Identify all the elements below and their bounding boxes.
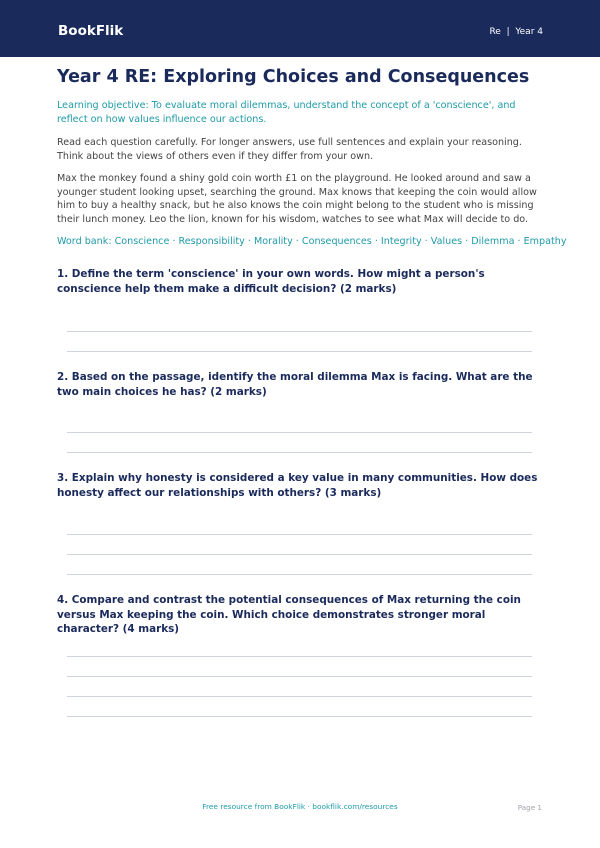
answer-line[interactable]	[67, 452, 532, 453]
header-meta	[489, 27, 543, 37]
question-4: 4. Compare and contrast the potential consequences of Max returning the coin versus Max keeping the coin. Which choice demonstrates stronger moral character? (4 marks)	[57, 594, 521, 635]
answer-line[interactable]	[67, 351, 532, 352]
word-bank: Word bank: Conscience · Responsibility · Morality · Consequences · Integrity · Values · Dilemma · Empathy	[57, 236, 567, 247]
reading-passage: Max the monkey found a shiny gold coin worth £1 on the playground. He looked around and saw a younger student looking upset, searching the ground. Max knows that keeping the coin would allow him to buy a healthy snack, but he also knows the coin might belong to the student who is missing their lunch money. Leo the lion, known for his wisdom, watches to see what Max will decide to do.	[57, 173, 537, 225]
footer-credit: Free resource from BookFlik · bookflik.com/resources	[202, 802, 398, 811]
answer-line[interactable]	[67, 656, 532, 657]
question-1: 1. Define the term 'conscience' in your own words. How might a person's conscience help them make a difficult decision? (2 marks)	[57, 268, 485, 295]
brand-logo: BookFlik	[58, 23, 124, 39]
question-3: 3. Explain why honesty is considered a key value in many communities. How does honesty affect our relationships with others? (3 marks)	[57, 472, 538, 499]
page-title: Year 4 RE: Exploring Choices and Consequences	[57, 67, 530, 87]
answer-line[interactable]	[67, 432, 532, 433]
subject-label: Re	[489, 27, 501, 37]
answer-line[interactable]	[67, 574, 532, 575]
answer-line[interactable]	[67, 331, 532, 332]
year-label: Year 4	[515, 27, 543, 37]
header-separator: |	[506, 27, 510, 37]
answer-line[interactable]	[67, 696, 532, 697]
learning-objective: Learning objective: To evaluate moral dilemmas, understand the concept of a 'conscience', and reflect on how values influence our actions.	[57, 100, 516, 125]
answer-line[interactable]	[67, 534, 532, 535]
page-header	[0, 0, 600, 57]
answer-line[interactable]	[67, 676, 532, 677]
question-2: 2. Based on the passage, identify the moral dilemma Max is facing. What are the two main choices he has? (2 marks)	[57, 371, 533, 398]
answer-line[interactable]	[67, 716, 532, 717]
answer-line[interactable]	[67, 554, 532, 555]
page-number: Page 1	[517, 803, 542, 812]
instructions: Read each question carefully. For longer answers, use full sentences and explain your reasoning. Think about the views of others even if they differ from your own.	[57, 137, 522, 162]
